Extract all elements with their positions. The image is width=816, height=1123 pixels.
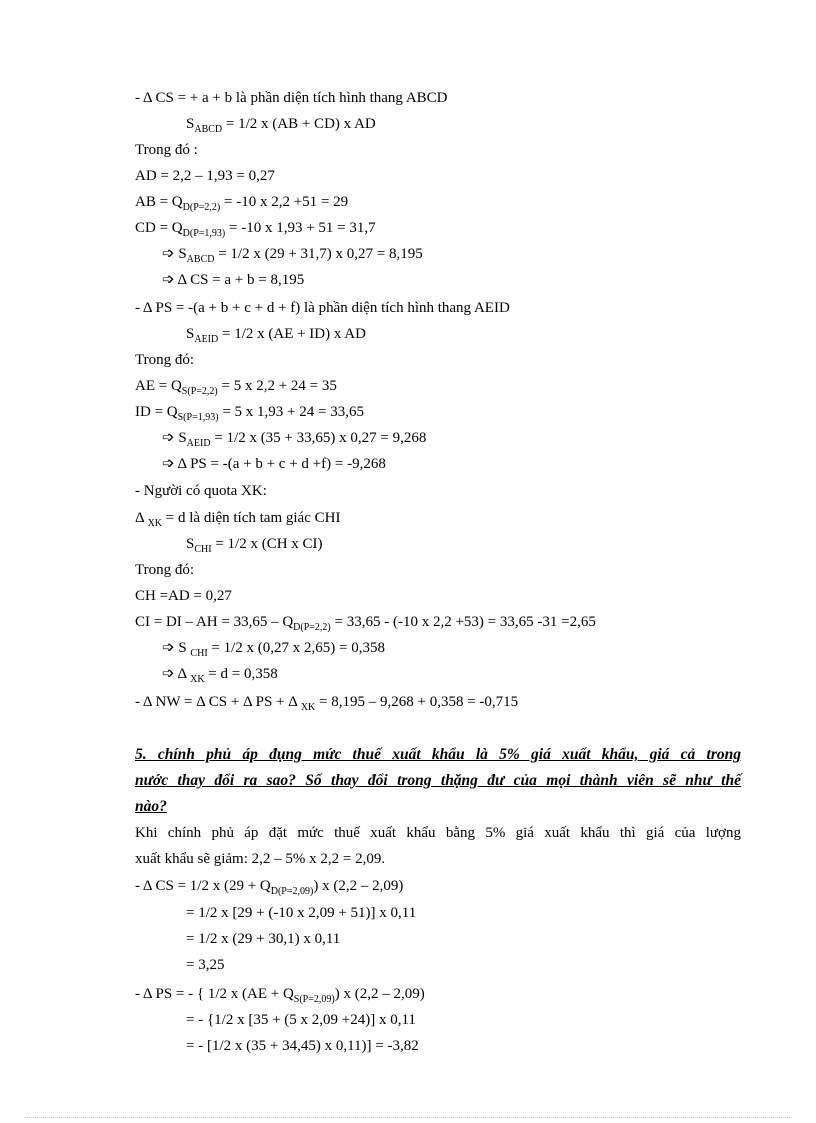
formula-line: - Δ NW = Δ CS + Δ PS + Δ $_{XK}$ = 8,195 – 9,268 + 0,358 = -0,715 bbox=[135, 694, 519, 713]
formula-line: - Δ PS = - { 1/2 x $(AE + Q_{S(P=2,09)})$ x (2,2 – 2,09) bbox=[135, 986, 425, 1005]
formula-line: = - {1/2 x [35 + (5 x 2,09 +24)] x 0,11 bbox=[186, 1012, 416, 1028]
formula-line: = 1/2 x (29 + 30,1) x 0,11 bbox=[186, 931, 341, 947]
formula-line: $S_{CHI} = 1/2$ x (CH x CI) bbox=[186, 536, 323, 555]
text-line: Trong đó : bbox=[135, 142, 198, 158]
formula-line: ID = $Q_{S(P=1,93)} = 5$ x 1,93 + 24 = 33,65 bbox=[135, 404, 364, 423]
formula-line: = 1/2 x [29 + (-10 x 2,09 + 51)] x 0,11 bbox=[186, 905, 417, 921]
text-line: - Người có quota XK: bbox=[135, 483, 267, 499]
formula-line: $S_{AEID} = 1/2$ x (AE + ID) x AD bbox=[186, 326, 366, 345]
formula-line: AB = $Q_{D(P=2,2)} = -10$ x 2,2 +51 = 29 bbox=[135, 194, 349, 213]
formula-line: AE = $Q_{S(P=2,2)} = 5$ x 2,2 + 24 = 35 bbox=[135, 378, 337, 397]
formula-line: $S_{ABCD} = 1/2$ x (AB + CD) x AD bbox=[186, 116, 376, 135]
section-heading-line: nước thay đổi ra sao? Số thay đổi trong thặng đư của mọi thành viên sẽ như thế bbox=[135, 772, 741, 789]
result-line: ➩ S $_{CHI}$ = 1/2 x (0,27 x 2,65) = 0,358 bbox=[162, 640, 385, 659]
formula-line: Δ $_{XK}$ = d là diện tích tam giác CHI bbox=[135, 510, 341, 529]
section-heading-line: 5. chính phủ áp đụng mức thuế xuất khẩu là 5% giá xuất khẩu, giá cả trong bbox=[135, 746, 741, 763]
result-line: ➩ Δ $_{XK}$ = d = 0,358 bbox=[162, 666, 278, 685]
formula-line: CD = $Q_{D(P=1,93)} = -10$ x 1,93 + 51 = 31,7 bbox=[135, 220, 376, 239]
paragraph-line: Khi chính phủ áp đặt mức thuế xuất khẩu bằng 5% giá xuất khẩu thì giá của lượng bbox=[135, 825, 741, 841]
arrow-icon: ➩ bbox=[162, 456, 175, 472]
result-line: ➩ $S_{AEID} = 1/2$ x (35 + 33,65) x 0,27 = 9,268 bbox=[162, 430, 427, 449]
arrow-icon: ➩ bbox=[162, 430, 175, 446]
arrow-icon: ➩ bbox=[162, 666, 175, 682]
text-line: Trong đó: bbox=[135, 562, 195, 578]
page-bottom-divider bbox=[24, 1117, 792, 1118]
paragraph-line: xuất khẩu sẽ giảm: 2,2 – 5% x 2,2 = 2,09. bbox=[135, 851, 386, 867]
formula-line: - Δ CS = 1/2 x $(29 + Q_{D(P=2,09)})$ x (2,2 – 2,09) bbox=[135, 878, 404, 897]
formula-line: = - [1/2 x (35 + 34,45) x 0,11)] = -3,82 bbox=[186, 1038, 419, 1054]
result-line: ➩ $S_{ABCD} = 1/2$ x (29 + 31,7) x 0,27 = 8,195 bbox=[162, 246, 423, 265]
formula-line: CI = DI – AH = $33,65 - Q_{D(P=2,2)} = 33,65 - (-10$ x 2,2 +53) = 33,65 -31 =2,65 bbox=[135, 614, 596, 633]
text-line: - Δ CS = + a + b là phần diện tích hình thang ABCD bbox=[135, 90, 448, 106]
text-line: AD = 2,2 – 1,93 = 0,27 bbox=[135, 168, 275, 184]
text-line: - Δ PS = -(a + b + c + d + f) là phần diện tích hình thang AEID bbox=[135, 300, 510, 316]
text-line: CH =AD = 0,27 bbox=[135, 588, 232, 604]
arrow-icon: ➩ bbox=[162, 246, 175, 262]
formula-line: = 3,25 bbox=[186, 957, 225, 973]
result-line: ➩ Δ PS = -(a + b + c + d +f) = -9,268 bbox=[162, 456, 386, 472]
arrow-icon: ➩ bbox=[162, 272, 175, 288]
section-heading-line: nào? bbox=[135, 798, 167, 815]
result-line: ➩ Δ CS = a + b = 8,195 bbox=[162, 272, 305, 288]
text-line: Trong đó: bbox=[135, 352, 195, 368]
arrow-icon: ➩ bbox=[162, 640, 175, 656]
